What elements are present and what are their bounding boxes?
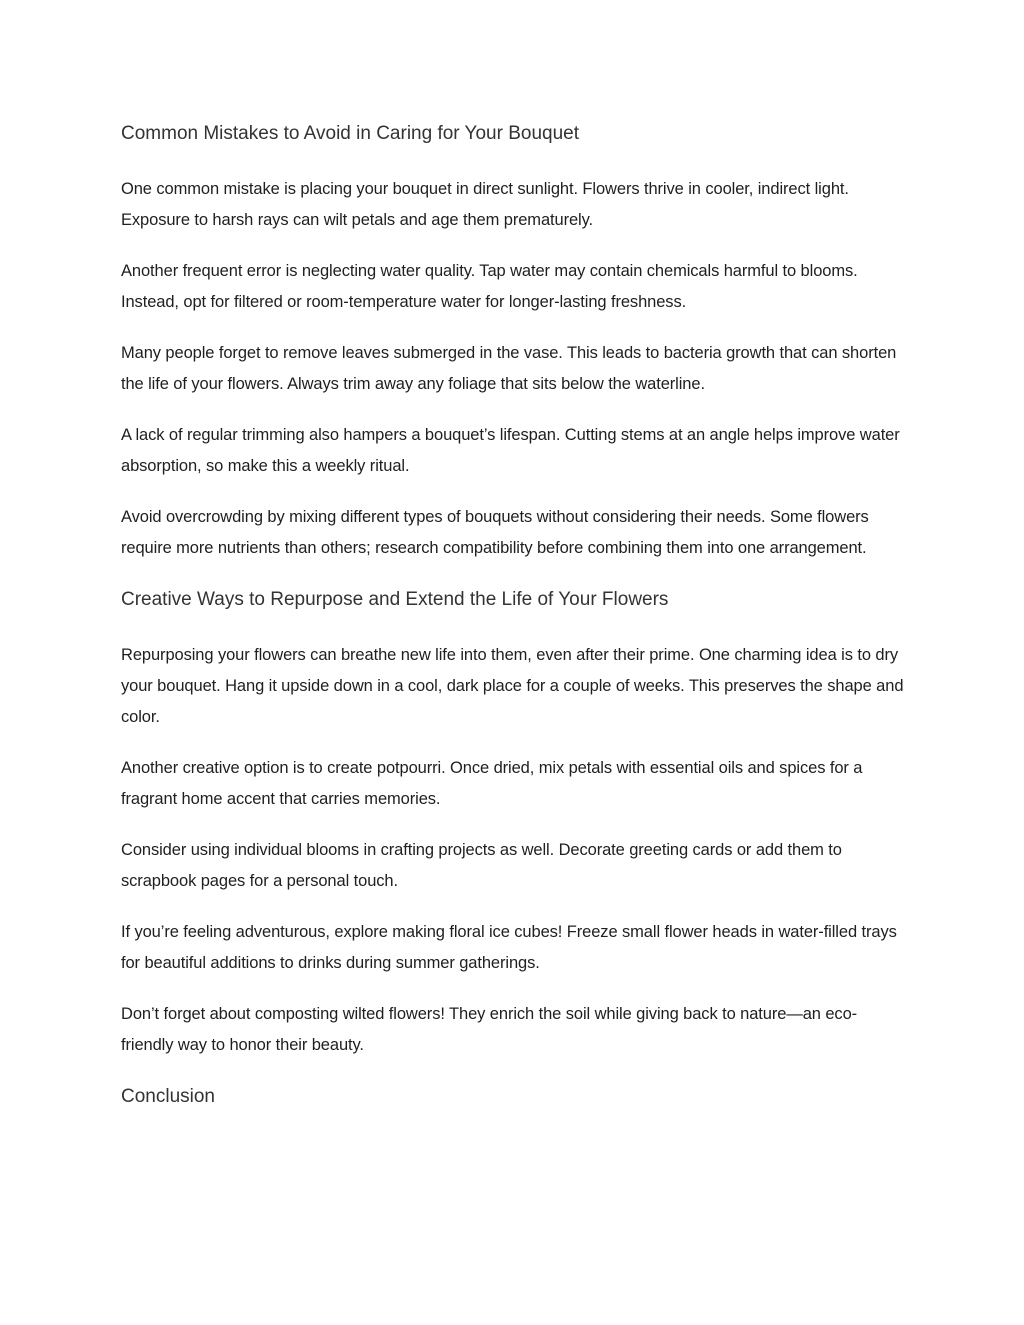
paragraph-dry-bouquet: Repurposing your flowers can breathe new life into them, even after their prime. One charming idea is to dry your bouquet. Hang it upside down in a cool, dark place for a couple of weeks. This preserves the shape and color. <box>121 646 904 726</box>
paragraph-ice-cubes: If you’re feeling adventurous, explore making floral ice cubes! Freeze small flower heads in water-filled trays for beautiful additions to drinks during summer gatherings. <box>121 923 897 972</box>
paragraph-water-quality: Another frequent error is neglecting water quality. Tap water may contain chemicals harmful to blooms. Instead, opt for filtered or room-temperature water for longer-lasting freshness. <box>121 262 858 311</box>
paragraph-composting: Don’t forget about composting wilted flowers! They enrich the soil while giving back to nature—an eco-friendly way to honor their beauty. <box>121 1005 858 1054</box>
paragraph-submerged-leaves: Many people forget to remove leaves submerged in the vase. This leads to bacteria growth that can shorten the life of your flowers. Always trim away any foliage that sits below the waterline. <box>121 344 897 393</box>
paragraph-overcrowding: Avoid overcrowding by mixing different types of bouquets without considering their needs. Some flowers require more nutrients than others; research compatibility before combining them into one arrangement. <box>121 508 869 557</box>
section-heading-common-mistakes: Common Mistakes to Avoid in Caring for Your Bouquet <box>121 123 580 144</box>
paragraph-trimming: A lack of regular trimming also hampers a bouquet’s lifespan. Cutting stems at an angle helps improve water absorption, so make this a weekly ritual. <box>121 426 900 475</box>
paragraph-sunlight: One common mistake is placing your bouquet in direct sunlight. Flowers thrive in cooler, indirect light. Exposure to harsh rays can wilt petals and age them prematurely. <box>121 180 849 229</box>
section-heading-creative-ways: Creative Ways to Repurpose and Extend the Life of Your Flowers <box>121 589 669 610</box>
section-heading-conclusion: Conclusion <box>121 1086 215 1107</box>
paragraph-crafting: Consider using individual blooms in crafting projects as well. Decorate greeting cards or add them to scrapbook pages for a personal touch. <box>121 841 842 890</box>
paragraph-potpourri: Another creative option is to create potpourri. Once dried, mix petals with essential oils and spices for a fragrant home accent that carries memories. <box>121 759 863 808</box>
